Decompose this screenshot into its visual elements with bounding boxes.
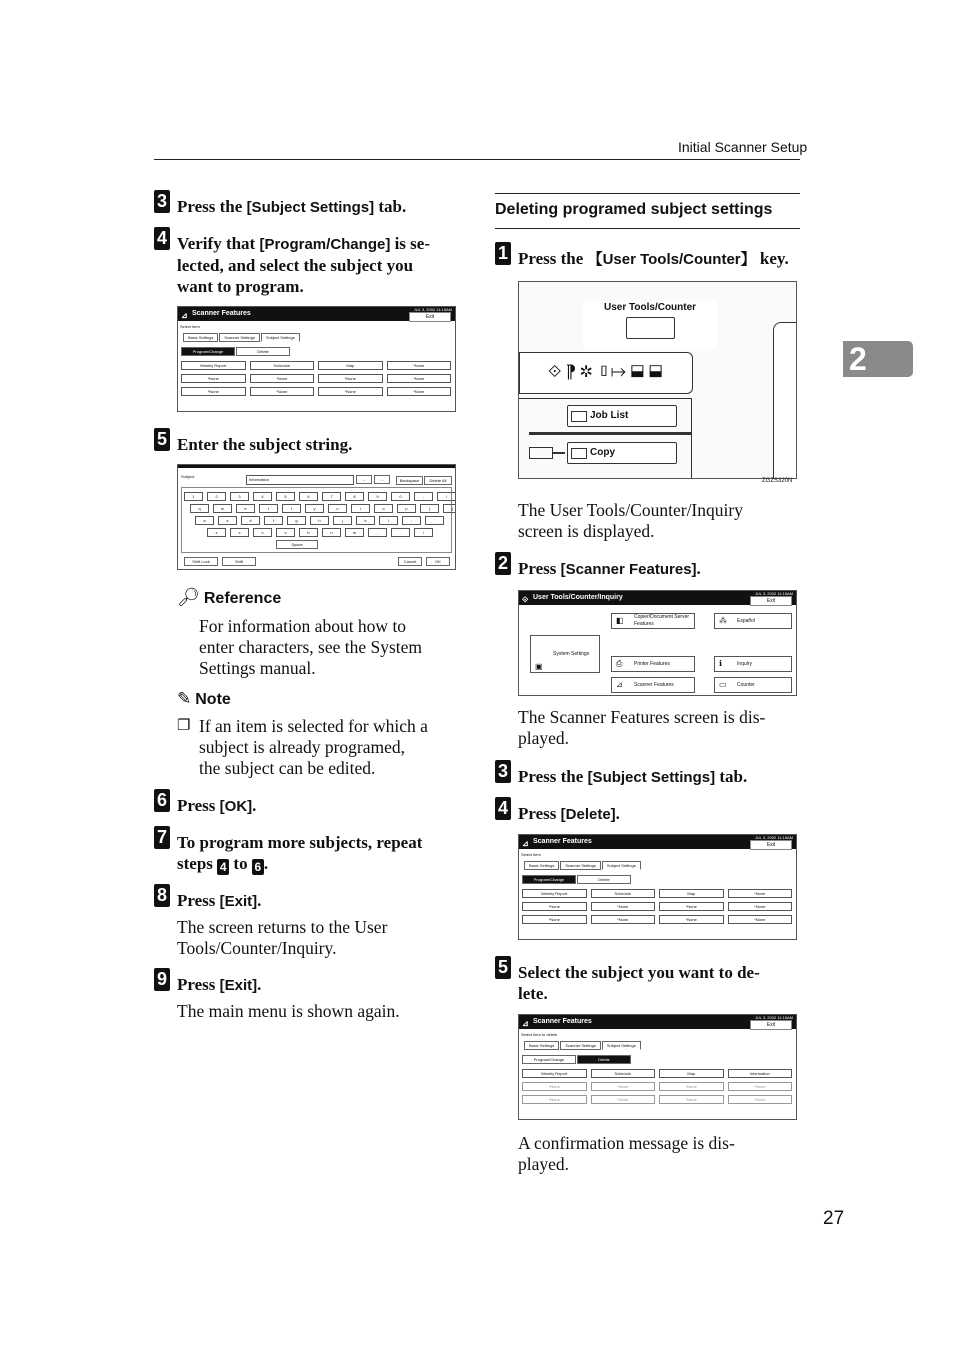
text-line: The User Tools/Counter/Inquiry [518,500,743,520]
subject-key: *None [659,1082,724,1091]
subject-key[interactable]: Weekly Report [522,889,587,898]
mode-indicators [519,352,693,394]
step-number: 4 [495,797,511,820]
step-text-post: . [257,891,262,910]
tabs [524,861,641,870]
step-number: 3 [495,760,511,783]
step-text [177,974,261,996]
subject-key: *None [591,1095,656,1104]
button-ref: [Subject Settings] [587,769,716,786]
button-label: Copier/Document Server Features [634,614,690,627]
key[interactable]: s [218,516,237,525]
key[interactable]: - [414,492,433,501]
text-line: enter characters, see the System [199,637,423,657]
left-arrow-button[interactable]: ← [356,475,372,484]
step-text [518,803,620,825]
exit-button[interactable]: Exit [750,1020,792,1030]
section-rule [495,228,800,229]
text-line: The screen returns to the User [177,917,388,937]
language-icon: ⁂ [719,616,727,625]
control-panel-illustration [518,281,797,479]
screen-title: Scanner Features [192,310,251,317]
note-text [199,716,428,779]
tabs [183,333,300,342]
tab-subject-settings[interactable]: Subject Settings [602,1041,641,1050]
text-line: The Scanner Features screen is dis- [518,707,766,727]
pencil-icon: ✎ [177,689,192,708]
button-ref: [Exit] [219,893,258,910]
tab-scanner-settings[interactable]: Scanner Settings [560,861,600,870]
subject-key[interactable]: Schedule [591,1069,656,1078]
subject-key[interactable]: *None [728,889,793,898]
exit-button[interactable]: Exit [750,840,792,850]
key[interactable]: a [195,516,214,525]
key-label: Copy [590,447,615,458]
button-label: Counter [737,682,755,688]
step-text-line: lete. [518,984,548,1003]
shift-button[interactable]: Shift [222,557,256,566]
step-text-pre: Press [518,559,561,578]
header-rule [154,159,800,160]
step-number: 4 [154,227,170,250]
button-ref: [OK] [219,798,253,815]
key[interactable]: 6 [299,492,318,501]
button-ref: [Scanner Features] [560,561,697,578]
key[interactable]: [ [420,504,439,513]
text-line: Tools/Counter/Inquiry. [177,938,337,958]
key[interactable]: 5 [276,492,295,501]
button-label: Español [737,618,756,624]
screen-title: Scanner Features [533,838,592,845]
key[interactable]: / [414,528,433,537]
counter-icon: ▭ [719,680,727,689]
text-line: subject is already programed, [199,737,406,757]
subject-grid [522,889,792,924]
key[interactable]: q [190,504,209,513]
right-arrow-button[interactable]: → [374,475,390,484]
subject-key[interactable]: Map [318,361,383,370]
key[interactable]: f [264,516,283,525]
mode-icons: ⟐ ⁋ ✲ ▯↦ ⬓ ⬓ [548,362,663,381]
button-label: Scanner Features [634,682,674,688]
step-text-mid: to [229,854,252,873]
step-text-pre: Press [177,891,220,910]
key[interactable]: x [230,528,249,537]
step-text-post: . [257,975,262,994]
key[interactable]: y [305,504,324,513]
tab-basic-settings[interactable]: Basic Settings [524,861,559,870]
subject-key[interactable]: *None [659,902,724,911]
key[interactable]: i [351,504,370,513]
step-text-post: is se- [390,234,430,253]
text-line: If an item is selected for which a [199,716,428,736]
subject-key: *None [728,1095,793,1104]
scanner-icon: ⊿ [522,1019,529,1028]
step-text-post: . [615,804,620,823]
connector-line [553,452,565,454]
inquiry-button[interactable] [714,656,792,672]
key-indicator [571,411,587,422]
button-ref: [Subject Settings] [246,199,375,216]
subject-key[interactable]: *None [181,387,246,396]
button-ref: [Delete] [560,806,616,823]
key[interactable]: k [356,516,375,525]
step-number: 9 [154,968,170,991]
step-number: 8 [154,884,170,907]
user-tools-icon: ⟐ [522,595,529,604]
subject-key[interactable]: *None [250,387,315,396]
checkbox-icon: ❐ [177,718,191,734]
section-title: Deleting programed subject settings [495,201,773,218]
subject-key[interactable]: Map [659,1069,724,1078]
subject-key[interactable]: *None [728,902,793,911]
subject-label: Subject [181,474,195,479]
select-label: Select item [521,852,541,857]
scanner-features-screen [518,834,797,940]
tab-scanner-settings[interactable]: Scanner Settings [560,1041,600,1050]
date: JUL 3, 2002 11:15AM [754,591,793,596]
panel-edge [773,322,797,479]
step-text-line: To program more subjects, repeat [177,833,423,852]
key[interactable]: w [213,504,232,513]
copier-icon: ◧ [616,616,624,625]
step-text-pre: Press the [518,767,588,786]
tab-basic-settings[interactable]: Basic Settings [524,1041,559,1050]
screen-title: User Tools/Counter/Inquiry [533,594,623,601]
step-text-post: . [696,559,701,578]
key-label: Job List [590,410,629,421]
button-ref: [Exit] [219,977,258,994]
reference-block [177,587,462,678]
subject-key: *None [728,1082,793,1091]
printer-icon: ⎙ [616,659,623,668]
reference-icon: 🔎︎ [177,587,200,607]
step-text-post: tab. [374,197,407,216]
cancel-button[interactable]: Cancel [398,557,422,566]
step-text [518,962,803,1004]
system-settings-button[interactable] [530,635,600,673]
subject-key[interactable]: *None [659,915,724,924]
text-line: A confirmation message is dis- [518,1133,735,1153]
step-text [177,795,256,817]
select-label: Select item [180,324,200,329]
text-line: Settings manual. [199,658,316,678]
program-change-button[interactable]: Program/Change [181,347,235,356]
subject-key: *None [522,1095,587,1104]
key[interactable]: m [345,528,364,537]
subject-key[interactable]: *None [250,374,315,383]
key[interactable]: 2 [207,492,226,501]
key[interactable]: \ [437,492,456,501]
step-text-post: . [252,796,257,815]
key[interactable]: c [253,528,272,537]
key[interactable]: t [282,504,301,513]
button-label: Printer Features [634,661,670,667]
subject-key[interactable]: Information [728,1069,793,1078]
button-label: System Settings [553,651,590,657]
key[interactable]: u [328,504,347,513]
key[interactable]: ] [443,504,456,513]
key[interactable]: 9 [368,492,387,501]
step-text-pre: Verify that [177,234,260,253]
figure-code: ZGZS320N [762,478,793,484]
step-number: 6 [154,789,170,812]
subject-key[interactable]: *None [318,374,383,383]
copier-features-button[interactable] [611,613,695,629]
delete-button[interactable]: Delete [577,1055,631,1064]
screen-title: Scanner Features [533,1018,592,1025]
step-number: 1 [495,242,511,265]
step-text-post: key. [755,249,789,268]
step-text-line: lected, and select the subject you [177,256,414,275]
subject-key: *None [522,1082,587,1091]
subject-key[interactable]: Map [659,889,724,898]
scanner-features-screen [177,306,456,412]
subject-key[interactable]: *None [591,902,656,911]
reference-text [199,616,422,679]
screen-top-bar [178,465,455,468]
step-number: 7 [154,826,170,849]
job-list-key[interactable] [567,405,677,427]
page-number: 27 [823,1208,845,1229]
space-key[interactable]: Space [276,540,318,549]
key[interactable]: e [236,504,255,513]
section-rule [495,193,800,194]
subject-key: *None [591,1082,656,1091]
settings-icon: ▣ [535,662,543,671]
step-result [518,707,800,749]
text-line: played. [518,728,570,748]
subject-key[interactable]: Weekly Report [522,1069,587,1078]
subject-key[interactable]: *None [728,915,793,924]
step-ref: 4 [217,859,229,875]
scanner-icon: ⊿ [522,839,529,848]
key[interactable]: ; [402,516,421,525]
text-line: the subject can be edited. [199,758,376,778]
note-title: Note [195,691,231,708]
subject-grid [522,1069,792,1104]
step-text-post: tab. [715,767,748,786]
step-result [518,500,800,542]
subject-key[interactable]: Weekly Report [181,361,246,370]
step-text-pre: Press [177,975,220,994]
copy-key[interactable] [567,442,677,464]
exit-button[interactable]: Exit [409,312,451,322]
step-text [177,233,460,297]
key[interactable]: n [322,528,341,537]
key[interactable]: b [299,528,318,537]
step-result: The main menu is shown again. [177,1001,400,1021]
key[interactable]: 3 [230,492,249,501]
subject-grid [181,361,451,396]
step-text-pre: steps [177,854,218,873]
key[interactable]: 4 [253,492,272,501]
subject-key[interactable]: *None [318,387,383,396]
subject-key[interactable]: Schedule [250,361,315,370]
step-text [518,558,701,580]
subject-key[interactable]: Schedule [591,889,656,898]
running-head: Initial Scanner Setup [678,139,808,155]
date: JUL 3, 2002 11:15AM [754,1015,793,1020]
key[interactable]: j [333,516,352,525]
key[interactable]: ' [425,516,444,525]
step-number: 5 [154,428,170,451]
step-text-pre: Press the [177,197,247,216]
step-number: 3 [154,190,170,213]
text-line: played. [518,1154,570,1174]
tab-scanner-settings[interactable]: Scanner Settings [219,333,259,342]
scanner-icon: ⊿ [181,311,188,320]
subject-key[interactable]: *None [181,374,246,383]
step-text [177,890,261,912]
date: JUL 3, 2002 11:15AM [754,835,793,840]
key[interactable]: h [310,516,329,525]
subject-key[interactable]: *None [387,361,452,370]
date: JUL 3, 2002 11:15AM [413,307,452,312]
user-tools-screen [518,590,797,696]
tab-basic-settings[interactable]: Basic Settings [183,333,218,342]
key[interactable]: g [287,516,306,525]
keyboard-row [184,492,456,501]
note-block [177,689,462,778]
ok-button[interactable]: OK [426,557,450,566]
key[interactable]: 1 [184,492,203,501]
backspace-button[interactable]: Backspace [396,476,423,485]
key[interactable]: r [259,504,278,513]
program-change-button[interactable]: Program/Change [522,875,576,884]
step-result [177,917,462,959]
step-text-pre: Press [177,796,220,815]
shift-lock-button[interactable]: Shift Lock [184,557,218,566]
delete-button[interactable]: Delete [236,347,290,356]
step-result [518,1133,800,1175]
step-text-pre: Press the [518,249,588,268]
delete-all-button[interactable]: Delete All [424,476,452,485]
tabs [524,1041,641,1050]
counter-button[interactable] [714,677,792,693]
key[interactable]: v [276,528,295,537]
subject-key[interactable]: *None [387,387,452,396]
button-ref: [Program/Change] [259,236,391,253]
subject-key[interactable]: *None [591,915,656,924]
tab-subject-settings[interactable]: Subject Settings [261,333,300,342]
user-tools-counter-key[interactable] [626,317,675,339]
scanner-features-delete-screen [518,1014,797,1120]
step-text-pre: Press [518,804,561,823]
chapter-number: 2 [849,341,867,377]
scanner-icon: ⊿ [616,680,623,689]
tab-subject-settings[interactable]: Subject Settings [602,861,641,870]
step-text [177,196,406,218]
subject-key[interactable]: *None [387,374,452,383]
key[interactable]: 8 [345,492,364,501]
exit-button[interactable]: Exit [750,596,792,606]
indicator-lamp [529,447,553,459]
printer-features-button[interactable] [611,656,695,672]
key[interactable]: d [241,516,260,525]
step-text: Enter the subject string. [177,435,353,454]
key[interactable]: 0 [391,492,410,501]
subject-key[interactable]: *None [522,902,587,911]
step-text-line: want to program. [177,277,304,296]
step-text [177,832,462,875]
keyboard-row [207,528,433,537]
key-indicator [571,448,587,459]
subject-key: *None [659,1095,724,1104]
step-ref: 6 [252,859,264,875]
key[interactable]: l [379,516,398,525]
key[interactable]: , [368,528,387,537]
step-text [518,248,789,270]
program-change-button[interactable]: Program/Change [522,1055,576,1064]
subject-input[interactable]: Information [246,475,354,485]
key[interactable]: 7 [322,492,341,501]
user-tools-label: User Tools/Counter [604,302,697,313]
info-icon: ℹ [719,659,723,668]
key[interactable]: p [397,504,416,513]
keyboard-row [190,504,456,513]
step-number: 5 [495,956,511,979]
step-text-post: . [263,854,269,873]
select-label: Select item to delete [521,1032,558,1037]
step-text [518,766,747,788]
delete-button[interactable]: Delete [577,875,631,884]
button-ref: 【User Tools/Counter】 [587,251,756,268]
key[interactable]: o [374,504,393,513]
text-line: For information about how to [199,616,407,636]
step-number: 2 [495,552,511,575]
divider [529,432,691,435]
subject-key[interactable]: *None [522,915,587,924]
step-text-line: Select the subject you want to de- [518,963,760,982]
key[interactable]: z [207,528,226,537]
scanner-features-button[interactable] [611,677,695,693]
text-line: screen is displayed. [518,521,655,541]
language-button[interactable] [714,613,792,629]
keyboard-row [195,516,444,525]
subject-entry-screen [177,464,456,570]
button-label: Inquiry [737,661,753,667]
key[interactable]: . [391,528,410,537]
reference-title: Reference [203,590,282,607]
